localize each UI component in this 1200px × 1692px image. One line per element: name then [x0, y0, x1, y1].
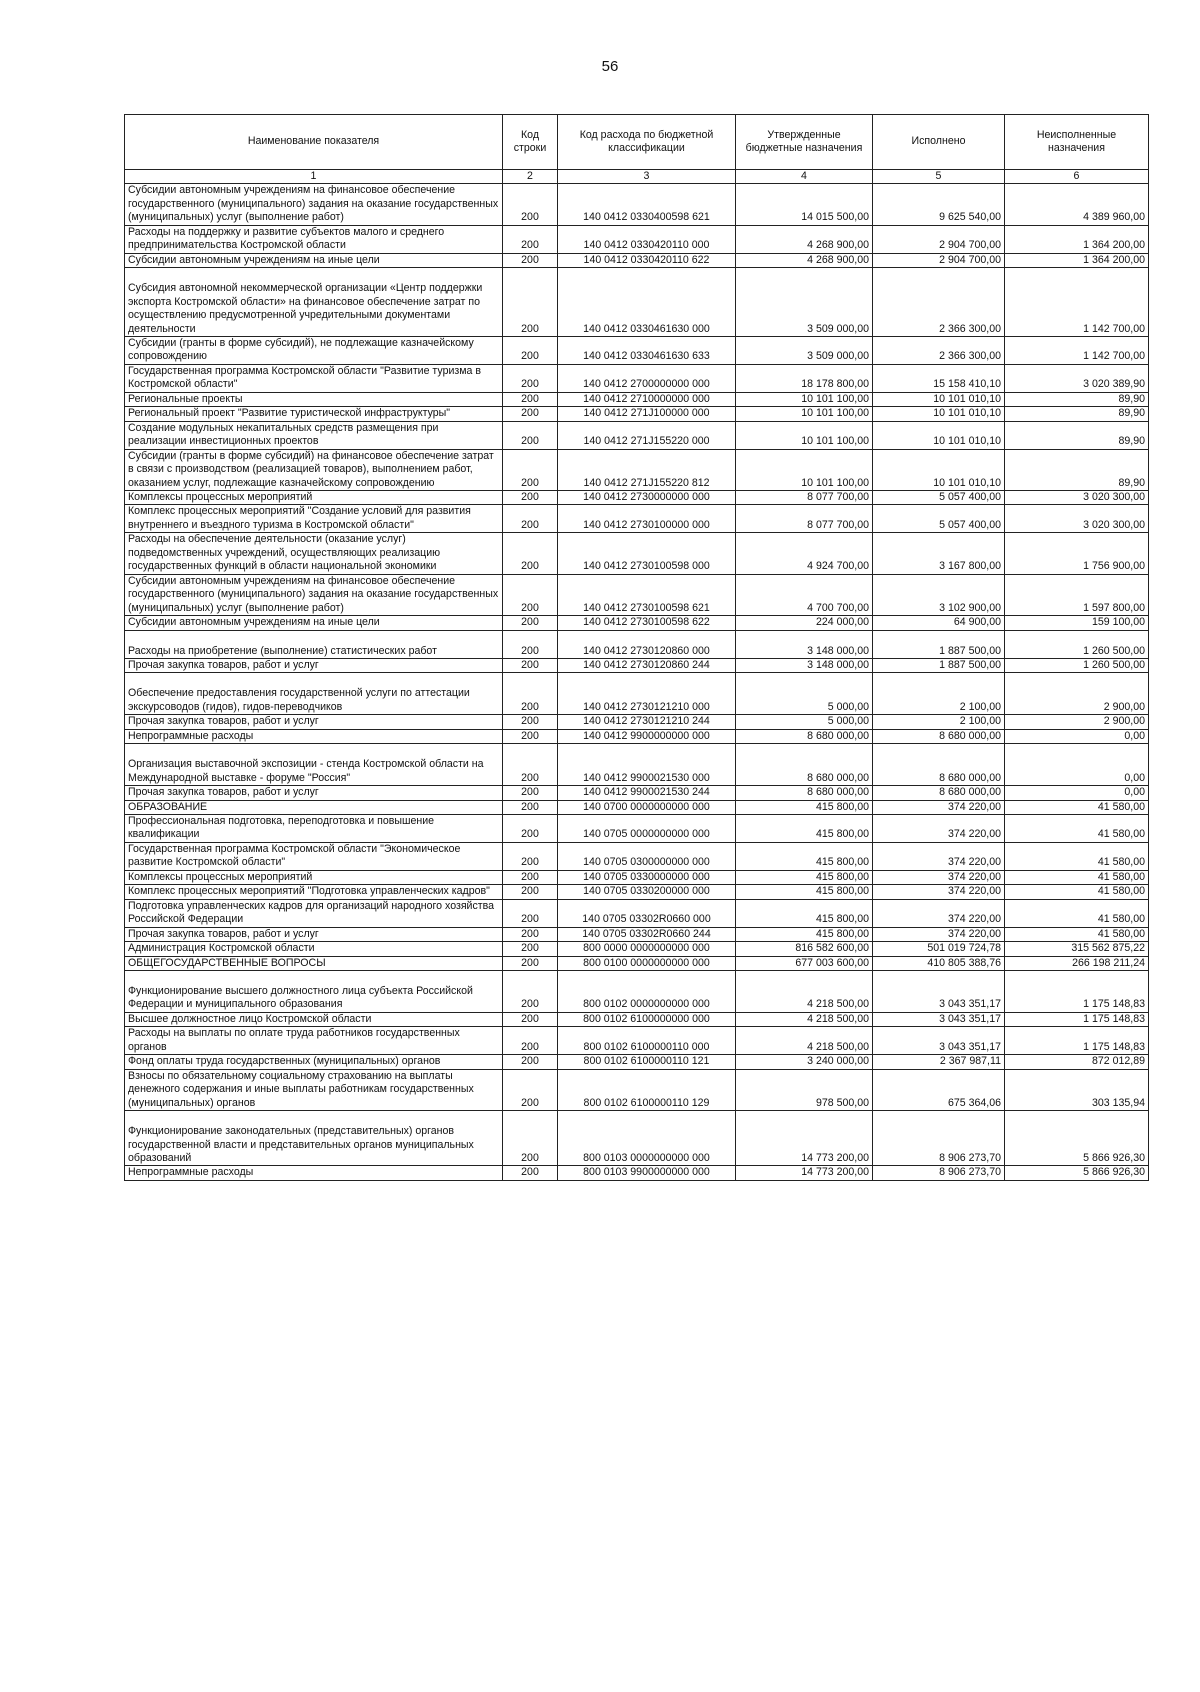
row-indicator-name: Субсидии автономным учреждениям на финансовое обеспечение государственного (муниципального) задания на оказание государственных (муниципальных) услуг (выполнение работ)	[125, 184, 503, 225]
row-unexecuted-amount: 266 198 211,24	[1005, 956, 1149, 970]
table-row	[125, 392, 1149, 406]
row-line-code: 200	[503, 490, 558, 504]
row-unexecuted-amount: 3 020 300,00	[1005, 490, 1149, 504]
row-budget-code: 140 0412 9900021530 000	[558, 744, 736, 786]
column-number: 3	[558, 170, 736, 184]
row-approved-amount: 4 218 500,00	[736, 1012, 873, 1026]
row-line-code: 200	[503, 505, 558, 533]
row-executed-amount: 2 366 300,00	[873, 336, 1005, 364]
table-body	[125, 184, 1149, 1180]
row-unexecuted-amount: 41 580,00	[1005, 800, 1149, 814]
header-row	[125, 115, 1149, 170]
row-budget-code: 800 0102 6100000110 129	[558, 1069, 736, 1110]
table-row	[125, 715, 1149, 729]
row-line-code: 200	[503, 673, 558, 715]
row-line-code: 200	[503, 392, 558, 406]
row-line-code: 200	[503, 1012, 558, 1026]
table-row	[125, 744, 1149, 786]
row-executed-amount: 374 220,00	[873, 842, 1005, 870]
row-unexecuted-amount: 0,00	[1005, 729, 1149, 743]
table-row	[125, 786, 1149, 800]
row-executed-amount: 8 680 000,00	[873, 744, 1005, 786]
table-row	[125, 574, 1149, 615]
table-row	[125, 616, 1149, 630]
row-unexecuted-amount: 1 175 148,83	[1005, 1012, 1149, 1026]
row-line-code: 200	[503, 268, 558, 337]
row-approved-amount: 18 178 800,00	[736, 364, 873, 392]
row-approved-amount: 10 101 100,00	[736, 449, 873, 490]
row-budget-code: 800 0102 0000000000 000	[558, 971, 736, 1013]
row-indicator-name: Создание модульных некапитальных средств размещения при реализации инвестиционных проектов	[125, 421, 503, 449]
header-approved: Утвержденные бюджетные назначения	[736, 115, 873, 170]
column-number: 2	[503, 170, 558, 184]
row-executed-amount: 1 887 500,00	[873, 658, 1005, 672]
row-indicator-name: Непрограммные расходы	[125, 1166, 503, 1180]
row-line-code: 200	[503, 815, 558, 843]
table-row	[125, 253, 1149, 267]
table-row	[125, 630, 1149, 658]
row-budget-code: 140 0412 2730121210 244	[558, 715, 736, 729]
row-unexecuted-amount: 315 562 875,22	[1005, 942, 1149, 956]
row-executed-amount: 374 220,00	[873, 815, 1005, 843]
row-indicator-name: Субсидии автономным учреждениям на иные цели	[125, 616, 503, 630]
table-row	[125, 927, 1149, 941]
row-approved-amount: 4 700 700,00	[736, 574, 873, 615]
row-executed-amount: 5 057 400,00	[873, 505, 1005, 533]
row-unexecuted-amount: 1 260 500,00	[1005, 658, 1149, 672]
row-budget-code: 140 0412 2730100598 000	[558, 533, 736, 574]
row-line-code: 200	[503, 899, 558, 927]
row-indicator-name: Подготовка управленческих кадров для организаций народного хозяйства Российской Федерации	[125, 899, 503, 927]
row-line-code: 200	[503, 729, 558, 743]
row-approved-amount: 4 924 700,00	[736, 533, 873, 574]
row-indicator-name: Расходы на приобретение (выполнение) статистических работ	[125, 630, 503, 658]
row-line-code: 200	[503, 885, 558, 899]
row-unexecuted-amount: 4 389 960,00	[1005, 184, 1149, 225]
table-row	[125, 1069, 1149, 1110]
row-unexecuted-amount: 3 020 389,90	[1005, 364, 1149, 392]
row-line-code: 200	[503, 800, 558, 814]
table-row	[125, 1012, 1149, 1026]
row-unexecuted-amount: 41 580,00	[1005, 885, 1149, 899]
row-unexecuted-amount: 159 100,00	[1005, 616, 1149, 630]
row-budget-code: 140 0412 9900021530 244	[558, 786, 736, 800]
row-budget-code: 140 0412 2730000000 000	[558, 490, 736, 504]
row-indicator-name: Организация выставочной экспозиции - стенда Костромской области на Международной выставке - форуме "Россия"	[125, 744, 503, 786]
row-executed-amount: 2 904 700,00	[873, 253, 1005, 267]
row-indicator-name: Субсидии (гранты в форме субсидий) на финансовое обеспечение затрат в связи с производством (реализацией товаров), выполнением работ, оказанием услуг, подлежащие казначейскому сопровождению	[125, 449, 503, 490]
header-indicator-name: Наименование показателя	[125, 115, 503, 170]
row-indicator-name: Функционирование высшего должностного лица субъекта Российской Федерации и муниципального образования	[125, 971, 503, 1013]
row-budget-code: 140 0705 0330000000 000	[558, 870, 736, 884]
row-budget-code: 140 0412 2710000000 000	[558, 392, 736, 406]
row-indicator-name: Прочая закупка товаров, работ и услуг	[125, 658, 503, 672]
row-approved-amount: 8 680 000,00	[736, 729, 873, 743]
row-line-code: 200	[503, 715, 558, 729]
row-line-code: 200	[503, 1055, 558, 1069]
row-executed-amount: 3 043 351,17	[873, 1012, 1005, 1026]
row-executed-amount: 8 906 273,70	[873, 1111, 1005, 1166]
row-executed-amount: 10 101 010,10	[873, 392, 1005, 406]
table-row	[125, 942, 1149, 956]
table-row	[125, 658, 1149, 672]
row-executed-amount: 374 220,00	[873, 899, 1005, 927]
row-line-code: 200	[503, 1069, 558, 1110]
row-approved-amount: 224 000,00	[736, 616, 873, 630]
row-budget-code: 140 0412 0330420110 622	[558, 253, 736, 267]
row-indicator-name: Прочая закупка товаров, работ и услуг	[125, 715, 503, 729]
row-executed-amount: 8 680 000,00	[873, 729, 1005, 743]
row-unexecuted-amount: 41 580,00	[1005, 842, 1149, 870]
table-row	[125, 490, 1149, 504]
row-executed-amount: 2 367 987,11	[873, 1055, 1005, 1069]
row-executed-amount: 374 220,00	[873, 927, 1005, 941]
row-line-code: 200	[503, 786, 558, 800]
row-line-code: 200	[503, 1111, 558, 1166]
table-row	[125, 1111, 1149, 1166]
row-unexecuted-amount: 2 900,00	[1005, 673, 1149, 715]
row-budget-code: 140 0412 2730100598 621	[558, 574, 736, 615]
row-budget-code: 140 0412 271J100000 000	[558, 407, 736, 421]
row-approved-amount: 4 218 500,00	[736, 971, 873, 1013]
row-unexecuted-amount: 1 364 200,00	[1005, 253, 1149, 267]
row-budget-code: 140 0705 0330200000 000	[558, 885, 736, 899]
row-executed-amount: 3 043 351,17	[873, 971, 1005, 1013]
row-unexecuted-amount: 1 142 700,00	[1005, 268, 1149, 337]
row-unexecuted-amount: 1 175 148,83	[1005, 971, 1149, 1013]
row-indicator-name: Профессиональная подготовка, переподготовка и повышение квалификации	[125, 815, 503, 843]
row-budget-code: 140 0412 0330461630 633	[558, 336, 736, 364]
row-executed-amount: 3 167 800,00	[873, 533, 1005, 574]
row-executed-amount: 64 900,00	[873, 616, 1005, 630]
row-indicator-name: Фонд оплаты труда государственных (муниципальных) органов	[125, 1055, 503, 1069]
row-approved-amount: 5 000,00	[736, 673, 873, 715]
row-line-code: 200	[503, 364, 558, 392]
row-approved-amount: 14 773 200,00	[736, 1166, 873, 1180]
row-budget-code: 140 0412 0330400598 621	[558, 184, 736, 225]
row-executed-amount: 1 887 500,00	[873, 630, 1005, 658]
row-unexecuted-amount: 303 135,94	[1005, 1069, 1149, 1110]
row-approved-amount: 978 500,00	[736, 1069, 873, 1110]
row-indicator-name: Субсидии автономным учреждениям на иные цели	[125, 253, 503, 267]
row-unexecuted-amount: 41 580,00	[1005, 870, 1149, 884]
row-indicator-name: Расходы на выплаты по оплате труда работников государственных органов	[125, 1027, 503, 1055]
row-unexecuted-amount: 41 580,00	[1005, 927, 1149, 941]
column-number: 5	[873, 170, 1005, 184]
row-executed-amount: 2 366 300,00	[873, 268, 1005, 337]
row-indicator-name: Комплексы процессных мероприятий	[125, 490, 503, 504]
row-budget-code: 140 0412 2700000000 000	[558, 364, 736, 392]
table-row	[125, 971, 1149, 1013]
row-budget-code: 140 0412 0330461630 000	[558, 268, 736, 337]
row-indicator-name: Комплекс процессных мероприятий "Создание условий для развития внутреннего и въездного туризма в Костромской области"	[125, 505, 503, 533]
row-indicator-name: Обеспечение предоставления государственной услуги по аттестации экскурсоводов (гидов), гидов-переводчиков	[125, 673, 503, 715]
column-number: 1	[125, 170, 503, 184]
row-indicator-name: Государственная программа Костромской области "Развитие туризма в Костромской области"	[125, 364, 503, 392]
row-budget-code: 140 0412 2730120860 244	[558, 658, 736, 672]
column-number: 6	[1005, 170, 1149, 184]
row-budget-code: 140 0705 0000000000 000	[558, 815, 736, 843]
row-unexecuted-amount: 41 580,00	[1005, 815, 1149, 843]
row-budget-code: 140 0705 0300000000 000	[558, 842, 736, 870]
row-indicator-name: Региональный проект "Развитие туристической инфраструктуры"	[125, 407, 503, 421]
row-approved-amount: 4 268 900,00	[736, 225, 873, 253]
header-unexecuted: Неисполненные назначения	[1005, 115, 1149, 170]
row-indicator-name: Взносы по обязательному социальному страхованию на выплаты денежного содержания и иные выплаты работникам государственных (муниципальных) органов	[125, 1069, 503, 1110]
row-line-code: 200	[503, 870, 558, 884]
row-line-code: 200	[503, 1166, 558, 1180]
row-budget-code: 800 0103 9900000000 000	[558, 1166, 736, 1180]
row-unexecuted-amount: 0,00	[1005, 744, 1149, 786]
row-indicator-name: Расходы на поддержку и развитие субъектов малого и среднего предпринимательства Костромской области	[125, 225, 503, 253]
row-budget-code: 140 0412 0330420110 000	[558, 225, 736, 253]
row-line-code: 200	[503, 421, 558, 449]
row-executed-amount: 10 101 010,10	[873, 449, 1005, 490]
row-executed-amount: 10 101 010,10	[873, 407, 1005, 421]
table-row	[125, 184, 1149, 225]
row-indicator-name: Субсидия автономной некоммерческой организации «Центр поддержки экспорта Костромской области» на финансовое обеспечение затрат по осуществлению предусмотренной учредительными документами деятельности	[125, 268, 503, 337]
row-approved-amount: 5 000,00	[736, 715, 873, 729]
row-executed-amount: 8 680 000,00	[873, 786, 1005, 800]
table-row	[125, 956, 1149, 970]
row-approved-amount: 10 101 100,00	[736, 421, 873, 449]
row-executed-amount: 675 364,06	[873, 1069, 1005, 1110]
row-approved-amount: 14 015 500,00	[736, 184, 873, 225]
row-budget-code: 800 0103 0000000000 000	[558, 1111, 736, 1166]
row-approved-amount: 3 509 000,00	[736, 268, 873, 337]
row-budget-code: 140 0412 2730100598 622	[558, 616, 736, 630]
row-executed-amount: 374 220,00	[873, 870, 1005, 884]
table-row	[125, 268, 1149, 337]
row-approved-amount: 3 240 000,00	[736, 1055, 873, 1069]
table-row	[125, 870, 1149, 884]
row-indicator-name: Комплексы процессных мероприятий	[125, 870, 503, 884]
row-executed-amount: 410 805 388,76	[873, 956, 1005, 970]
row-indicator-name: ОБЩЕГОСУДАРСТВЕННЫЕ ВОПРОСЫ	[125, 956, 503, 970]
row-budget-code: 140 0412 2730120860 000	[558, 630, 736, 658]
row-line-code: 200	[503, 927, 558, 941]
row-executed-amount: 374 220,00	[873, 800, 1005, 814]
table-row	[125, 885, 1149, 899]
row-unexecuted-amount: 1 597 800,00	[1005, 574, 1149, 615]
row-indicator-name: ОБРАЗОВАНИЕ	[125, 800, 503, 814]
row-approved-amount: 415 800,00	[736, 815, 873, 843]
row-executed-amount: 8 906 273,70	[873, 1166, 1005, 1180]
row-indicator-name: Субсидии автономным учреждениям на финансовое обеспечение государственного (муниципального) задания на оказание государственных (муниципальных) услуг (выполнение работ)	[125, 574, 503, 615]
row-unexecuted-amount: 872 012,89	[1005, 1055, 1149, 1069]
row-approved-amount: 415 800,00	[736, 870, 873, 884]
row-budget-code: 800 0102 6100000110 000	[558, 1027, 736, 1055]
row-line-code: 200	[503, 956, 558, 970]
row-budget-code: 140 0412 2730121210 000	[558, 673, 736, 715]
row-approved-amount: 4 218 500,00	[736, 1027, 873, 1055]
table-row	[125, 673, 1149, 715]
row-approved-amount: 14 773 200,00	[736, 1111, 873, 1166]
row-line-code: 200	[503, 253, 558, 267]
row-unexecuted-amount: 1 142 700,00	[1005, 336, 1149, 364]
row-line-code: 200	[503, 744, 558, 786]
row-line-code: 200	[503, 184, 558, 225]
row-line-code: 200	[503, 942, 558, 956]
table-row	[125, 1027, 1149, 1055]
row-line-code: 200	[503, 533, 558, 574]
table-row	[125, 729, 1149, 743]
header-line-code: Код строки	[503, 115, 558, 170]
row-line-code: 200	[503, 449, 558, 490]
row-line-code: 200	[503, 630, 558, 658]
row-indicator-name: Непрограммные расходы	[125, 729, 503, 743]
row-unexecuted-amount: 89,90	[1005, 392, 1149, 406]
row-unexecuted-amount: 5 866 926,30	[1005, 1111, 1149, 1166]
row-approved-amount: 415 800,00	[736, 899, 873, 927]
row-line-code: 200	[503, 1027, 558, 1055]
row-executed-amount: 2 100,00	[873, 715, 1005, 729]
row-executed-amount: 10 101 010,10	[873, 421, 1005, 449]
row-unexecuted-amount: 3 020 300,00	[1005, 505, 1149, 533]
row-line-code: 200	[503, 574, 558, 615]
row-approved-amount: 8 077 700,00	[736, 490, 873, 504]
row-indicator-name: Региональные проекты	[125, 392, 503, 406]
table-row	[125, 505, 1149, 533]
row-approved-amount: 3 148 000,00	[736, 630, 873, 658]
table-row	[125, 1166, 1149, 1180]
page-number: 56	[601, 58, 619, 75]
row-approved-amount: 816 582 600,00	[736, 942, 873, 956]
row-executed-amount: 2 904 700,00	[873, 225, 1005, 253]
row-budget-code: 140 0412 271J155220 000	[558, 421, 736, 449]
row-line-code: 200	[503, 336, 558, 364]
row-indicator-name: Субсидии (гранты в форме субсидий), не подлежащие казначейскому сопровождению	[125, 336, 503, 364]
row-indicator-name: Государственная программа Костромской области "Экономическое развитие Костромской области"	[125, 842, 503, 870]
table-row	[125, 1055, 1149, 1069]
row-approved-amount: 415 800,00	[736, 800, 873, 814]
row-approved-amount: 8 077 700,00	[736, 505, 873, 533]
row-indicator-name: Высшее должностное лицо Костромской области	[125, 1012, 503, 1026]
row-unexecuted-amount: 89,90	[1005, 449, 1149, 490]
row-executed-amount: 2 100,00	[873, 673, 1005, 715]
row-budget-code: 800 0100 0000000000 000	[558, 956, 736, 970]
row-indicator-name: Прочая закупка товаров, работ и услуг	[125, 786, 503, 800]
row-approved-amount: 10 101 100,00	[736, 407, 873, 421]
row-budget-code: 140 0705 03302R0660 244	[558, 927, 736, 941]
row-approved-amount: 10 101 100,00	[736, 392, 873, 406]
row-approved-amount: 4 268 900,00	[736, 253, 873, 267]
budget-execution-table	[124, 114, 1149, 1181]
row-budget-code: 800 0102 6100000000 000	[558, 1012, 736, 1026]
row-indicator-name: Администрация Костромской области	[125, 942, 503, 956]
row-line-code: 200	[503, 658, 558, 672]
row-line-code: 200	[503, 616, 558, 630]
row-unexecuted-amount: 89,90	[1005, 407, 1149, 421]
row-budget-code: 800 0000 0000000000 000	[558, 942, 736, 956]
table-row	[125, 899, 1149, 927]
table-row	[125, 533, 1149, 574]
row-unexecuted-amount: 5 866 926,30	[1005, 1166, 1149, 1180]
row-unexecuted-amount: 1 175 148,83	[1005, 1027, 1149, 1055]
table-row	[125, 407, 1149, 421]
row-executed-amount: 3 102 900,00	[873, 574, 1005, 615]
table-row	[125, 842, 1149, 870]
row-indicator-name: Функционирование законодательных (представительных) органов государственной власти и представительных органов муниципальных образований	[125, 1111, 503, 1166]
column-number: 4	[736, 170, 873, 184]
row-budget-code: 140 0700 0000000000 000	[558, 800, 736, 814]
row-unexecuted-amount: 89,90	[1005, 421, 1149, 449]
table-row	[125, 449, 1149, 490]
row-budget-code: 140 0412 271J155220 812	[558, 449, 736, 490]
row-executed-amount: 501 019 724,78	[873, 942, 1005, 956]
row-unexecuted-amount: 1 260 500,00	[1005, 630, 1149, 658]
row-line-code: 200	[503, 225, 558, 253]
table-row	[125, 815, 1149, 843]
row-executed-amount: 3 043 351,17	[873, 1027, 1005, 1055]
table-row	[125, 421, 1149, 449]
row-budget-code: 140 0412 9900000000 000	[558, 729, 736, 743]
row-budget-code: 140 0412 2730100000 000	[558, 505, 736, 533]
row-approved-amount: 415 800,00	[736, 842, 873, 870]
row-approved-amount: 3 148 000,00	[736, 658, 873, 672]
table-row	[125, 800, 1149, 814]
row-unexecuted-amount: 0,00	[1005, 786, 1149, 800]
column-number-row	[125, 170, 1149, 184]
row-indicator-name: Расходы на обеспечение деятельности (оказание услуг) подведомственных учреждений, осуществляющих реализацию государственных функций в области национальной экономики	[125, 533, 503, 574]
row-unexecuted-amount: 41 580,00	[1005, 899, 1149, 927]
row-executed-amount: 9 625 540,00	[873, 184, 1005, 225]
row-indicator-name: Прочая закупка товаров, работ и услуг	[125, 927, 503, 941]
row-executed-amount: 15 158 410,10	[873, 364, 1005, 392]
row-budget-code: 140 0705 03302R0660 000	[558, 899, 736, 927]
row-unexecuted-amount: 2 900,00	[1005, 715, 1149, 729]
row-budget-code: 800 0102 6100000110 121	[558, 1055, 736, 1069]
row-approved-amount: 415 800,00	[736, 885, 873, 899]
header-budget-code: Код расхода по бюджетной классификации	[558, 115, 736, 170]
row-approved-amount: 8 680 000,00	[736, 786, 873, 800]
table-row	[125, 225, 1149, 253]
row-line-code: 200	[503, 842, 558, 870]
row-approved-amount: 415 800,00	[736, 927, 873, 941]
table-row	[125, 336, 1149, 364]
header-executed: Исполнено	[873, 115, 1005, 170]
table-row	[125, 364, 1149, 392]
row-executed-amount: 5 057 400,00	[873, 490, 1005, 504]
row-approved-amount: 3 509 000,00	[736, 336, 873, 364]
row-unexecuted-amount: 1 364 200,00	[1005, 225, 1149, 253]
row-line-code: 200	[503, 971, 558, 1013]
row-line-code: 200	[503, 407, 558, 421]
row-executed-amount: 374 220,00	[873, 885, 1005, 899]
row-indicator-name: Комплекс процессных мероприятий "Подготовка управленческих кадров"	[125, 885, 503, 899]
row-approved-amount: 8 680 000,00	[736, 744, 873, 786]
row-unexecuted-amount: 1 756 900,00	[1005, 533, 1149, 574]
row-approved-amount: 677 003 600,00	[736, 956, 873, 970]
